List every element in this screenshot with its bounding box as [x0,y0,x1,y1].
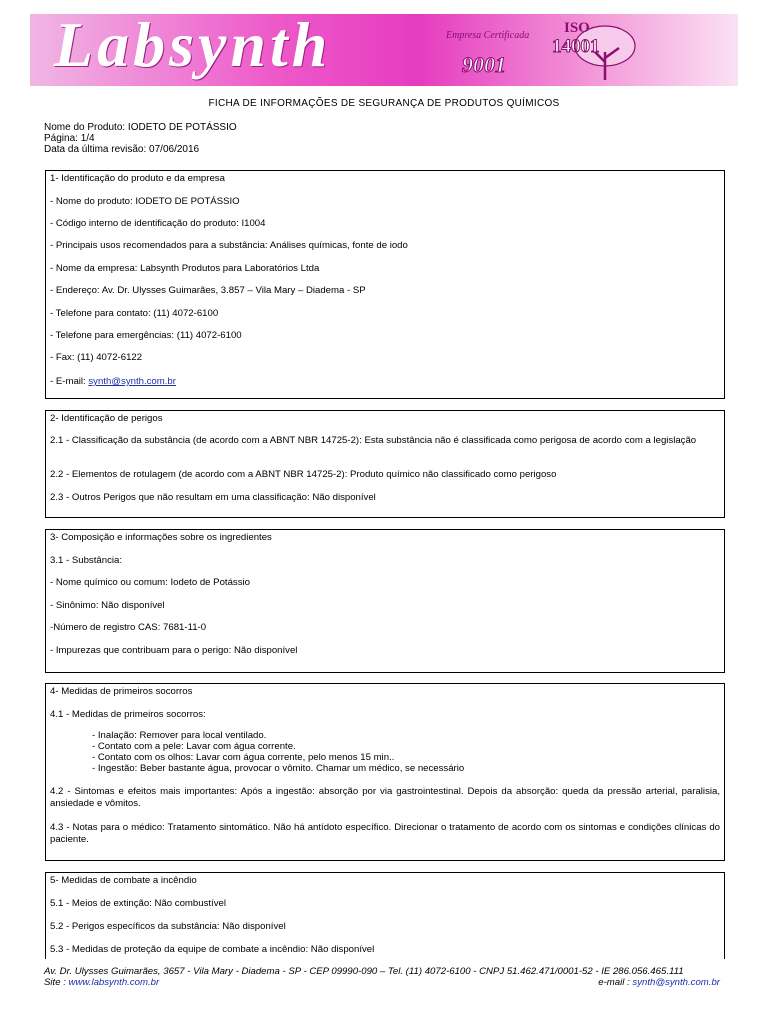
product-meta [44,122,237,155]
first-aid-measure: - Contato com os olhos: Lavar com água corrente, pelo menos 15 min.. [92,752,395,763]
section-5-item: 5.1 - Meios de extinção: Não combustível [50,898,226,909]
product-name-line: Nome do Produto: IODETO DE POTÁSSIO [44,122,237,133]
section-3-title: 3- Composição e informações sobre os ingredientes [50,532,272,543]
section-3-item: 3.1 - Substância: [50,555,122,566]
iso-label: ISO [564,20,590,36]
labsynth-logo: Labsynth [54,14,332,80]
section-1-item: - Nome do produto: IODETO DE POTÁSSIO [50,196,240,207]
iso-14001-badge: 14001 [552,36,600,57]
revision-date: Data da última revisão: 07/06/2016 [44,144,200,155]
section-1-item: - Telefone para emergências: (11) 4072-6100 [50,330,242,341]
section-5-title: 5- Medidas de combate a incêndio [50,875,197,886]
email-link[interactable]: synth@synth.com.br [88,376,176,387]
section-2-1: 2.1 - Classificação da substância (de acordo com a ABNT NBR 14725-2): Esta substância não é classificada como perigosa de acordo com a legislação [50,435,697,446]
section-3-item: - Sinônimo: Não disponível [50,600,165,611]
section-4-title: 4- Medidas de primeiros socorros [50,686,193,697]
header-banner [30,14,738,86]
footer-address: Av. Dr. Ulysses Guimarães, 3657 - Vila Mary - Diadema - SP - CEP 09990-090 – Tel. (11) 4072-6100 - CNPJ 51.462.471/0001-52 - IE 286.056.465.111 [44,966,684,977]
section-1-item: - Código interno de identificação do produto: I1004 [50,218,266,229]
section-2-title: 2- Identificação de perigos [50,413,163,424]
section-1-item: - Principais usos recomendados para a substância: Análises químicas, fonte de iodo [50,240,408,251]
email-line [50,376,176,387]
site-label: Site : [44,977,69,988]
section-1-item: - Fax: (11) 4072-6122 [50,352,143,363]
section-1-box [45,170,725,399]
section-4-1-title: 4.1 - Medidas de primeiros socorros: [50,709,206,720]
section-1-item: - Nome da empresa: Labsynth Produtos para Laboratórios Ltda [50,263,320,274]
section-3-item: -Número de registro CAS: 7681-11-0 [50,622,207,633]
section-4-2: 4.2 - Sintomas e efeitos mais importantes: Após a ingestão: absorção por via gastrointestinal. Depois da absorção: queda da pressão arterial, paralisia, ansiedade e vômitos. [50,786,720,809]
section-3-item: - Nome químico ou comum: Iodeto de Potássio [50,577,250,588]
first-aid-measure: - Inalação: Remover para local ventilado. [92,730,267,741]
section-1-item: - Telefone para contato: (11) 4072-6100 [50,308,219,319]
section-2-2: 2.2 - Elementos de rotulagem (de acordo com a ABNT NBR 14725-2): Produto químico não classificado como perigoso [50,469,557,480]
first-aid-measure: - Ingestão: Beber bastante água, provocar o vômito. Chamar um médico, se necessário [92,763,465,774]
section-1-item: - Endereço: Av. Dr. Ulysses Guimarães, 3.857 – Vila Mary – Diadema - SP [50,285,366,296]
section-5-box [45,872,725,959]
footer-email-link[interactable]: synth@synth.com.br [632,977,720,988]
iso-9001-badge: 9001 [462,52,506,77]
email-label: - E-mail: [50,376,89,387]
section-3-box [45,529,725,673]
section-5-item: 5.3 - Medidas de proteção da equipe de combate a incêndio: Não disponível [50,944,375,955]
certified-company-label: Empresa Certificada [446,30,530,41]
section-4-box [45,683,725,861]
footer-email-label: e-mail : [598,977,633,988]
section-2-box [45,410,725,518]
document-title: FICHA DE INFORMAÇÕES DE SEGURANÇA DE PRODUTOS QUÍMICOS [208,98,560,109]
page-number: Página: 1/4 [44,133,95,144]
section-2-3: 2.3 - Outros Perigos que não resultam em uma classificação: Não disponível [50,492,376,503]
section-4-3: 4.3 - Notas para o médico: Tratamento sintomático. Não há antídoto específico. Direcionar o tratamento de acordo com os sintomas e condições clínicas do paciente. [50,822,720,845]
section-3-item: - Impurezas que contribuam para o perigo: Não disponível [50,645,298,656]
site-link[interactable]: www.labsynth.com.br [68,977,160,988]
first-aid-measure: - Contato com a pele: Lavar com água corrente. [92,741,296,752]
footer-email [598,977,720,988]
section-1-title: 1- Identificação do produto e da empresa [50,173,225,184]
section-5-item: 5.2 - Perigos específicos da substância: Não disponível [50,921,286,932]
footer-links [44,977,720,988]
